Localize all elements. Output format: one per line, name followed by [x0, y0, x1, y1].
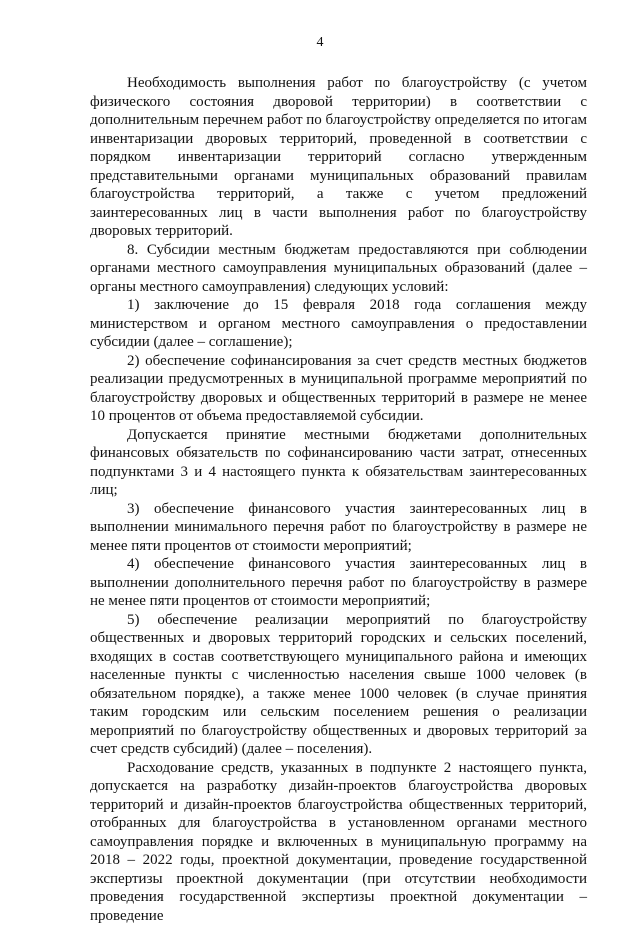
page-number: 4	[0, 35, 640, 51]
paragraph-condition-2: 2) обеспечение софинансирования за счет средств местных бюджетов реализации предусмотренных в муниципальной программе мероприятий по благоустройству дворовых и общественных территорий в размере не менее 10 процентов от объема предоставляемой субсидии.	[90, 352, 587, 426]
paragraph-condition-1: 1) заключение до 15 февраля 2018 года соглашения между министерством и органом местного самоуправления о предоставлении субсидии (далее – соглашение);	[90, 296, 587, 352]
paragraph-condition-5: 5) обеспечение реализации мероприятий по благоустройству общественных и дворовых территорий городских и сельских поселений, входящих в состав соответствующего муниципального района и имеющих населенные пункты с численностью населения свыше 1000 человек (в обязательном порядке), а также менее 1000 человек (в случае принятия таким городским или сельским поселением решения о реализации мероприятий по благоустройству общественных и дворовых территорий за счет средств субсидий) (далее – поселения).	[90, 611, 587, 759]
paragraph-additional-obligations: Допускается принятие местными бюджетами дополнительных финансовых обязательств по софинансированию части затрат, отнесенных подпунктами 3 и 4 настоящего пункта к обязательствам заинтересованных лиц;	[90, 426, 587, 500]
document-body	[90, 74, 587, 925]
paragraph-improvement-necessity: Необходимость выполнения работ по благоустройству (с учетом физического состояния дворовой территории) в соответствии с дополнительным перечнем работ по благоустройству определяется по итогам инвентаризации дворовых территорий, проведенной в соответствии с порядком инвентаризации территорий согласно утвержденным представительными органами муниципальных образований правилам благоустройства территорий, а также с учетом предложений заинтересованных лиц в части выполнения работ по благоустройству дворовых территорий.	[90, 74, 587, 241]
paragraph-condition-4: 4) обеспечение финансового участия заинтересованных лиц в выполнении дополнительного перечня работ по благоустройству в размере не менее пяти процентов от стоимости мероприятий;	[90, 555, 587, 611]
paragraph-subsidy-conditions: 8. Субсидии местным бюджетам предоставляются при соблюдении органами местного самоуправления муниципальных образований (далее – органы местного самоуправления) следующих условий:	[90, 241, 587, 297]
paragraph-condition-3: 3) обеспечение финансового участия заинтересованных лиц в выполнении минимального перечня работ по благоустройству в размере не менее пяти процентов от стоимости мероприятий;	[90, 500, 587, 556]
paragraph-fund-spending: Расходование средств, указанных в подпункте 2 настоящего пункта, допускается на разработку дизайн-проектов благоустройства дворовых территорий и дизайн-проектов благоустройства общественных территорий, отобранных для благоустройства в установленном органами местного самоуправления порядке и включенных в муниципальную программу на 2018 – 2022 годы, проектной документации, проведение государственной экспертизы проектной документации (при отсутствии необходимости проведения государственной экспертизы проектной документации – проведение	[90, 759, 587, 925]
